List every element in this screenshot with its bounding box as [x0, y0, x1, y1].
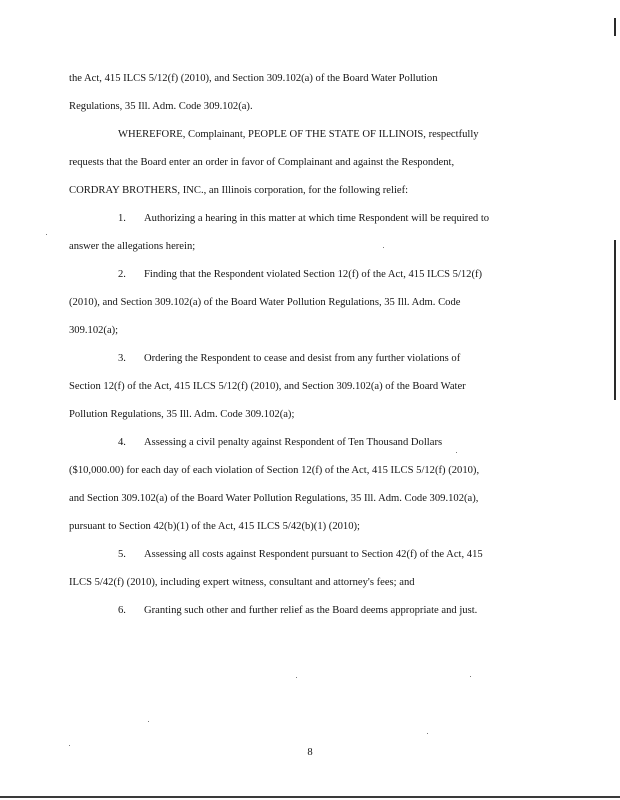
text-line: ($10,000.00) for each day of each violation of Section 12(f) of the Act, 415 ILCS 5/12(f) (2010), — [69, 465, 480, 476]
item-number: 2. — [118, 269, 126, 280]
scan-speck — [456, 452, 457, 453]
text-line: Finding that the Respondent violated Section 12(f) of the Act, 415 ILCS 5/12(f) — [144, 269, 483, 280]
text-line: and Section 309.102(a) of the Board Water Pollution Regulations, 35 Ill. Adm. Code 309.102(a), — [69, 493, 479, 504]
page-number: 8 — [307, 747, 313, 758]
item-number: 4. — [118, 437, 126, 448]
text-line: Pollution Regulations, 35 Ill. Adm. Code 309.102(a); — [69, 409, 295, 420]
item-number: 6. — [118, 605, 126, 616]
text-line: Regulations, 35 Ill. Adm. Code 309.102(a). — [69, 101, 253, 112]
scan-bottom-edge — [0, 796, 620, 798]
item-number: 3. — [118, 353, 126, 364]
scan-speck — [470, 676, 471, 677]
text-line: Section 12(f) of the Act, 415 ILCS 5/12(f) (2010), and Section 309.102(a) of the Board Water — [69, 381, 466, 392]
scan-speck — [427, 733, 428, 734]
text-line: WHEREFORE, Complainant, PEOPLE OF THE STATE OF ILLINOIS, respectfully — [118, 129, 479, 140]
text-line: ILCS 5/42(f) (2010), including expert witness, consultant and attorney's fees; and — [69, 577, 415, 588]
text-line: requests that the Board enter an order in favor of Complainant and against the Respondent, — [69, 157, 455, 168]
item-number: 5. — [118, 549, 126, 560]
text-line: the Act, 415 ILCS 5/12(f) (2010), and Section 309.102(a) of the Board Water Pollution — [69, 73, 438, 84]
text-line: (2010), and Section 309.102(a) of the Board Water Pollution Regulations, 35 Ill. Adm. Code — [69, 297, 461, 308]
scan-speck — [69, 745, 70, 746]
text-line: Assessing all costs against Respondent pursuant to Section 42(f) of the Act, 415 — [144, 549, 483, 560]
scan-speck — [383, 247, 384, 248]
text-line: Granting such other and further relief as the Board deems appropriate and just. — [144, 605, 478, 616]
item-number: 1. — [118, 213, 126, 224]
text-line: pursuant to Section 42(b)(1) of the Act, 415 ILCS 5/42(b)(1) (2010); — [69, 521, 360, 532]
text-line: Assessing a civil penalty against Respondent of Ten Thousand Dollars — [144, 437, 443, 448]
scan-speck — [46, 234, 47, 235]
scan-speck — [148, 721, 149, 722]
text-line: Authorizing a hearing in this matter at which time Respondent will be required to — [144, 213, 490, 224]
scan-speck — [296, 677, 297, 678]
scan-edge-mark — [614, 240, 616, 400]
scan-edge-mark — [614, 18, 616, 36]
text-line: 309.102(a); — [69, 325, 119, 336]
text-line: CORDRAY BROTHERS, INC., an Illinois corporation, for the following relief: — [69, 185, 409, 196]
text-line: answer the allegations herein; — [69, 241, 196, 252]
text-line: Ordering the Respondent to cease and desist from any further violations of — [144, 353, 461, 364]
